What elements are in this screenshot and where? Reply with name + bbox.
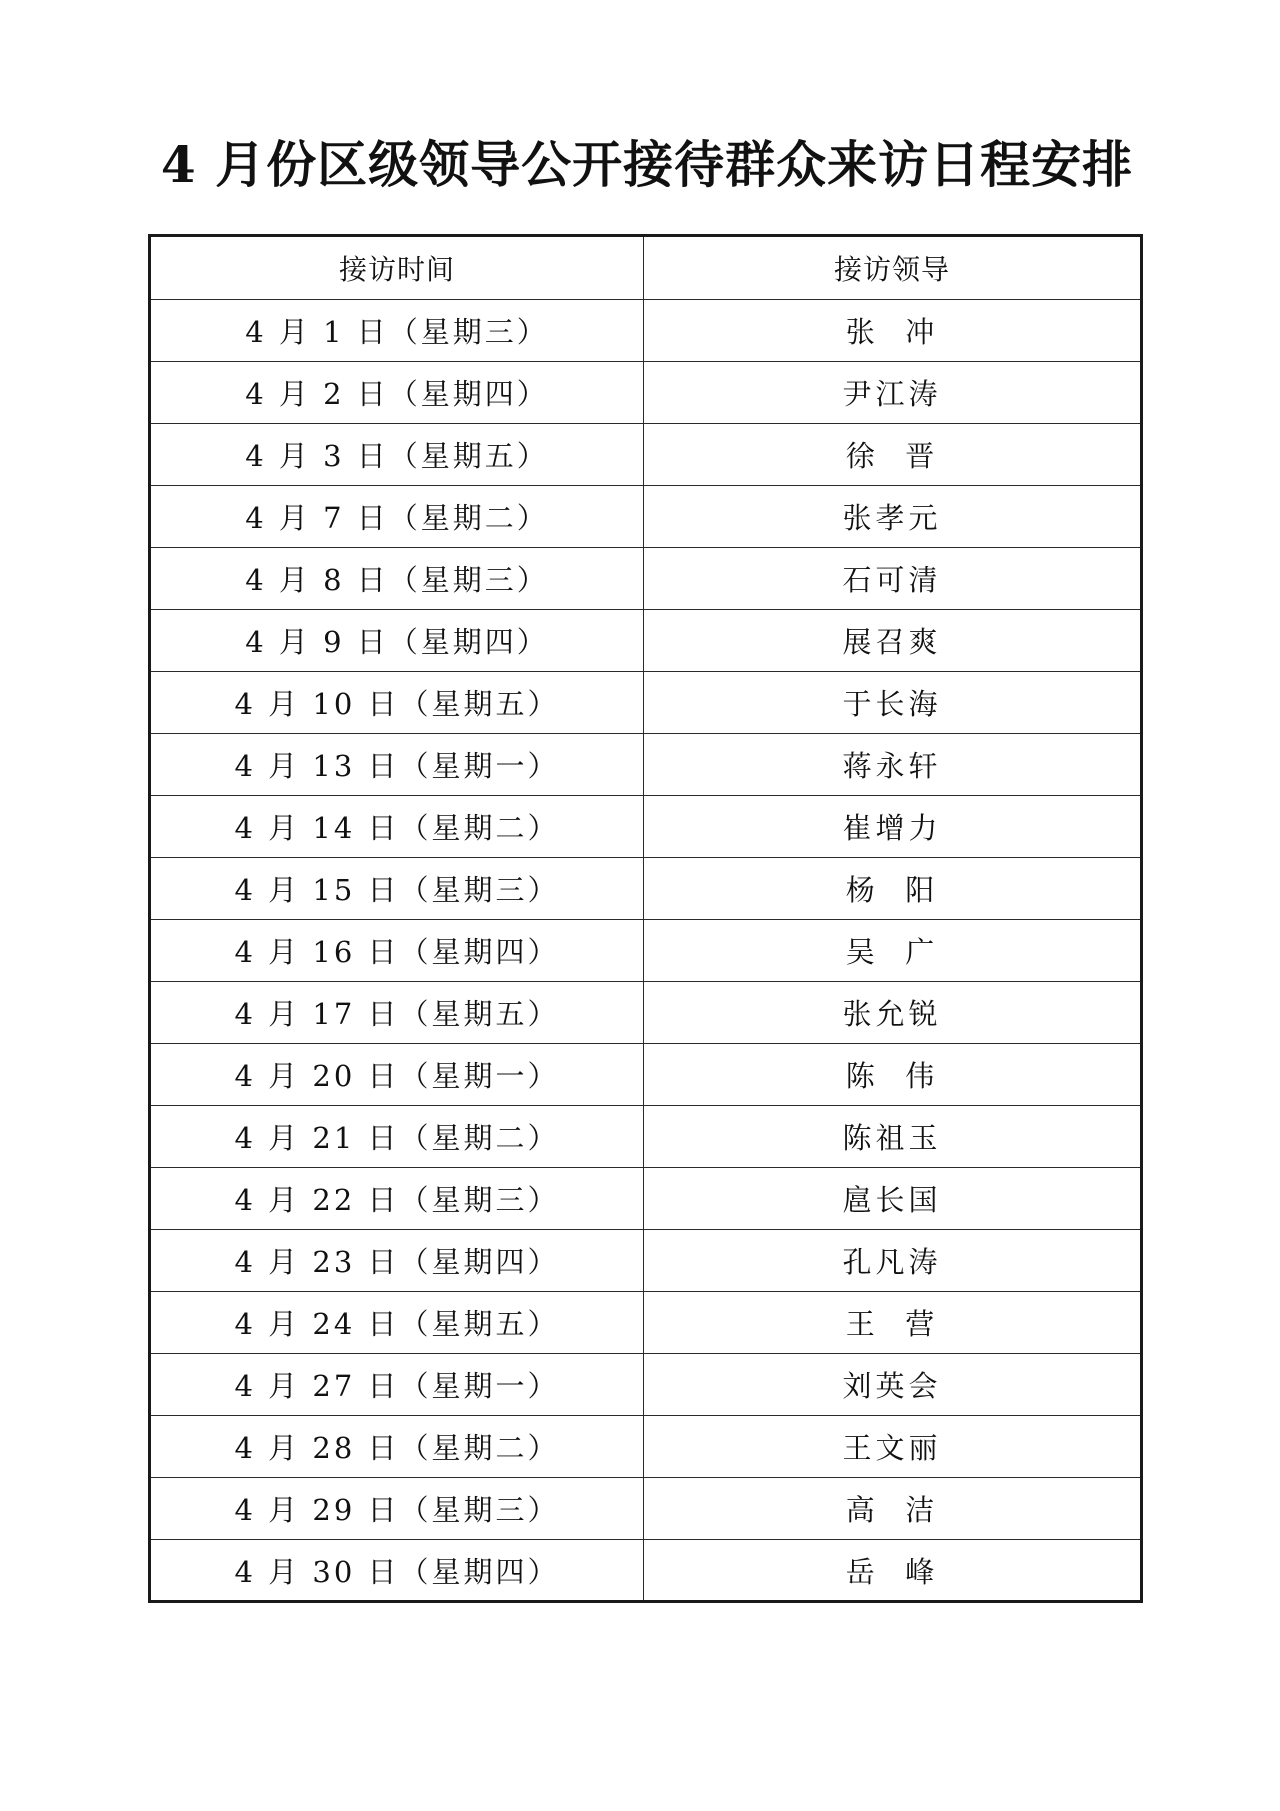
table-row [150,548,1142,610]
table-row [150,1292,1142,1354]
visit-time-cell: 4 月 7 日（星期二） [150,486,644,548]
table-row [150,920,1142,982]
visit-time-cell: 4 月 13 日（星期一） [150,734,644,796]
table-row [150,1354,1142,1416]
visit-time-cell: 4 月 27 日（星期一） [150,1354,644,1416]
table-row [150,1044,1142,1106]
visit-time-cell: 4 月 24 日（星期五） [150,1292,644,1354]
visit-time-cell: 4 月 21 日（星期二） [150,1106,644,1168]
table-row [150,300,1142,362]
page-title: 4 月份区级领导公开接待群众来访日程安排 [160,135,1134,194]
visit-leader-cell: 刘英会 [644,1354,1142,1416]
visit-leader-cell: 高 洁 [644,1478,1142,1540]
visit-time-cell: 4 月 28 日（星期二） [150,1416,644,1478]
table-row [150,734,1142,796]
visit-time-cell: 4 月 17 日（星期五） [150,982,644,1044]
table-row [150,362,1142,424]
visit-leader-cell: 岳 峰 [644,1540,1142,1602]
table-row [150,1230,1142,1292]
visit-leader-cell: 尹江涛 [644,362,1142,424]
visit-time-cell: 4 月 1 日（星期三） [150,300,644,362]
visit-time-cell: 4 月 8 日（星期三） [150,548,644,610]
visit-leader-cell: 徐 晋 [644,424,1142,486]
visit-time-cell: 4 月 15 日（星期三） [150,858,644,920]
table-row [150,1168,1142,1230]
visit-leader-cell: 张允锐 [644,982,1142,1044]
visit-time-cell: 4 月 29 日（星期三） [150,1478,644,1540]
visit-time-cell: 4 月 30 日（星期四） [150,1540,644,1602]
visit-leader-cell: 孔凡涛 [644,1230,1142,1292]
header-visit-leader: 接访领导 [644,236,1142,300]
visit-leader-cell: 王 营 [644,1292,1142,1354]
visit-time-cell: 4 月 16 日（星期四） [150,920,644,982]
visit-leader-cell: 展召爽 [644,610,1142,672]
visit-time-cell: 4 月 22 日（星期三） [150,1168,644,1230]
table-row [150,1540,1142,1602]
visit-time-cell: 4 月 2 日（星期四） [150,362,644,424]
visit-leader-cell: 张 冲 [644,300,1142,362]
table-row [150,982,1142,1044]
visit-time-cell: 4 月 23 日（星期四） [150,1230,644,1292]
visit-leader-cell: 杨 阳 [644,858,1142,920]
visit-leader-cell: 陈祖玉 [644,1106,1142,1168]
visit-time-cell: 4 月 3 日（星期五） [150,424,644,486]
visit-time-cell: 4 月 10 日（星期五） [150,672,644,734]
table-row [150,796,1142,858]
table-row [150,424,1142,486]
table-row [150,486,1142,548]
table-row [150,1478,1142,1540]
table-row [150,610,1142,672]
visit-time-cell: 4 月 20 日（星期一） [150,1044,644,1106]
table-row [150,1416,1142,1478]
visit-leader-cell: 石可清 [644,548,1142,610]
visit-leader-cell: 陈 伟 [644,1044,1142,1106]
visit-leader-cell: 蒋永轩 [644,734,1142,796]
visit-leader-cell: 崔增力 [644,796,1142,858]
table-header-row [150,236,1142,300]
table-row [150,1106,1142,1168]
header-visit-time: 接访时间 [150,236,644,300]
visit-time-cell: 4 月 14 日（星期二） [150,796,644,858]
visit-leader-cell: 吴 广 [644,920,1142,982]
visit-leader-cell: 于长海 [644,672,1142,734]
table-row [150,858,1142,920]
visit-leader-cell: 王文丽 [644,1416,1142,1478]
schedule-table [148,234,1143,1603]
table-row [150,672,1142,734]
visit-leader-cell: 张孝元 [644,486,1142,548]
visit-time-cell: 4 月 9 日（星期四） [150,610,644,672]
visit-leader-cell: 扈长国 [644,1168,1142,1230]
